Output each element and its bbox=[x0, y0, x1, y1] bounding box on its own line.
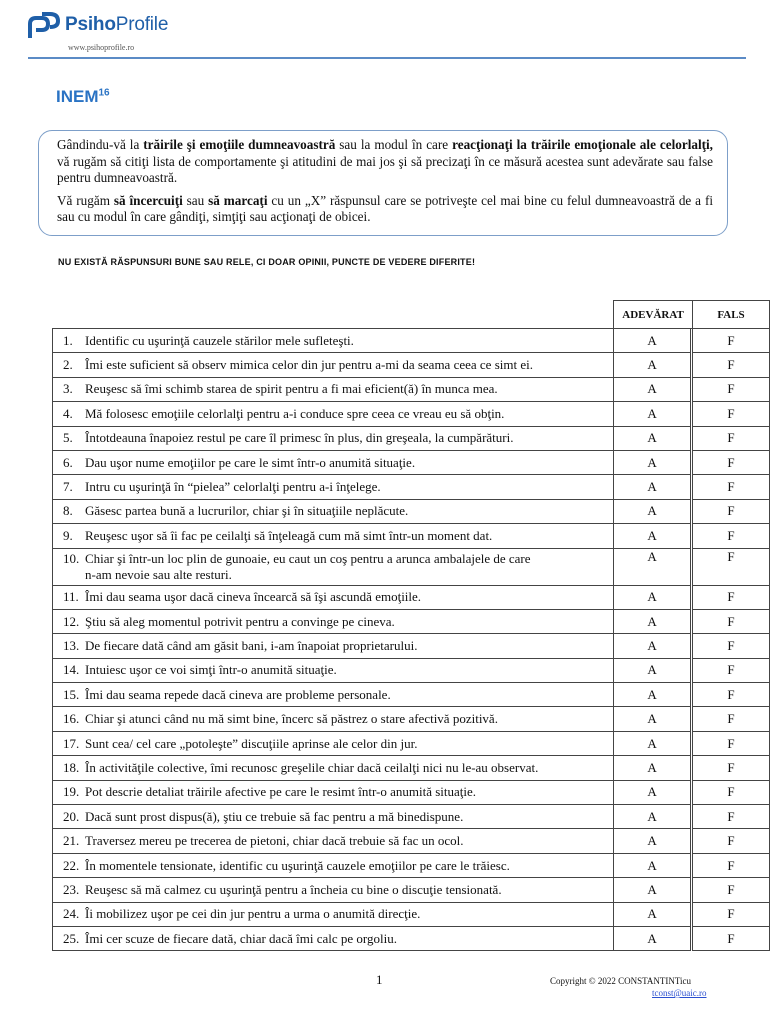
site-url[interactable]: www.psihoprofile.ro bbox=[68, 43, 135, 52]
answer-true-option[interactable]: A bbox=[614, 524, 691, 548]
answer-true-option[interactable]: A bbox=[614, 805, 691, 829]
question-text: 23. Reuşesc să mă calmez cu uşurinţă pentru a încheia cu bine o discuţie tensionată. bbox=[53, 878, 614, 902]
answer-true-option[interactable]: A bbox=[614, 707, 691, 731]
answer-true-option[interactable]: A bbox=[614, 731, 691, 755]
answer-false-option[interactable]: F bbox=[693, 585, 770, 609]
table-row bbox=[53, 780, 770, 804]
table-row bbox=[53, 658, 770, 682]
page-number: 1 bbox=[376, 972, 383, 987]
table-row bbox=[53, 353, 770, 377]
answer-false-option[interactable]: F bbox=[693, 731, 770, 755]
answer-false-option[interactable]: F bbox=[693, 402, 770, 426]
answer-false-option[interactable]: F bbox=[693, 524, 770, 548]
answer-true-option[interactable]: A bbox=[614, 377, 691, 401]
no-right-answers-note: NU EXISTĂ RĂSPUNSURI BUNE SAU RELE, CI DOAR OPINII, PUNCTE DE VEDERE DIFERITE! bbox=[58, 257, 476, 267]
table-row bbox=[53, 426, 770, 450]
question-text: 18. În activităţile colective, îmi recunosc greşelile chiar dacă ceilalţi nici nu le-au observat. bbox=[53, 756, 614, 780]
page-header bbox=[28, 12, 748, 60]
question-text: 3. Reuşesc să îmi schimb starea de spirit pentru a fi mai eficient(ă) în munca mea. bbox=[53, 377, 614, 401]
question-text: 7. Intru cu uşurinţă în “pielea” celorlalţi pentru a-i înţelege. bbox=[53, 475, 614, 499]
answer-false-option[interactable]: F bbox=[693, 377, 770, 401]
answer-false-option[interactable]: F bbox=[693, 658, 770, 682]
answer-true-option[interactable]: A bbox=[614, 780, 691, 804]
table-row bbox=[53, 926, 770, 950]
table-row bbox=[53, 731, 770, 755]
question-text: 22. În momentele tensionate, identific cu uşurinţă cauzele emoţiilor pe care le trăiesc. bbox=[53, 853, 614, 877]
answer-false-option[interactable]: F bbox=[693, 548, 770, 585]
answer-false-option[interactable]: F bbox=[693, 805, 770, 829]
instructions-paragraph-2: Vă rugăm să încercuiţi sau să marcaţi cu un „X” răspunsul care se potriveşte cel mai bine cu felul dumneavoastră de a fi sau cu modul în care gândiţi, simţiţi sau acţionaţi de obicei. bbox=[57, 192, 713, 224]
answer-true-option[interactable]: A bbox=[614, 475, 691, 499]
answer-false-option[interactable]: F bbox=[693, 499, 770, 523]
table-row bbox=[53, 377, 770, 401]
question-text: 24. Îi mobilizez uşor pe cei din jur pentru a urma o anumită direcţie. bbox=[53, 902, 614, 926]
table-row bbox=[53, 524, 770, 548]
answer-true-option[interactable]: A bbox=[614, 402, 691, 426]
answer-false-option[interactable]: F bbox=[693, 707, 770, 731]
table-row bbox=[53, 805, 770, 829]
answer-false-option[interactable]: F bbox=[693, 450, 770, 474]
question-text: 17. Sunt cea/ cel care „potoleşte” discuţiile aprinse ale celor din jur. bbox=[53, 731, 614, 755]
author-email-link[interactable]: tconst@uaic.ro bbox=[652, 988, 707, 998]
question-text: 16. Chiar şi atunci când nu mă simt bine, încerc să păstrez o stare afectivă pozitivă. bbox=[53, 707, 614, 731]
question-text: 9. Reuşesc uşor să îi fac pe ceilalţi să înţeleagă cum mă simt într-un moment dat. bbox=[53, 524, 614, 548]
psihoprofile-logo-icon bbox=[28, 12, 60, 40]
answer-false-option[interactable]: F bbox=[693, 853, 770, 877]
answer-false-option[interactable]: F bbox=[693, 426, 770, 450]
answer-true-option[interactable]: A bbox=[614, 878, 691, 902]
table-row bbox=[53, 329, 770, 353]
table-header-row bbox=[53, 301, 770, 329]
question-text: 5. Întotdeauna înapoiez restul pe care îl primesc în plus, din greşeala, la cumpărături. bbox=[53, 426, 614, 450]
answer-false-option[interactable]: F bbox=[693, 609, 770, 633]
question-text: 19. Pot descrie detaliat trăirile afective pe care le resimt într-o anumită situaţie. bbox=[53, 780, 614, 804]
answer-false-option[interactable]: F bbox=[693, 475, 770, 499]
answer-true-option[interactable]: A bbox=[614, 683, 691, 707]
question-text: 21. Traversez mereu pe trecerea de pietoni, chiar dacă trebuie să fac un ocol. bbox=[53, 829, 614, 853]
answer-true-option[interactable]: A bbox=[614, 658, 691, 682]
question-text: 25. Îmi cer scuze de fiecare dată, chiar dacă îmi calc pe orgoliu. bbox=[53, 926, 614, 950]
answer-true-option[interactable]: A bbox=[614, 548, 691, 585]
answer-false-option[interactable]: F bbox=[693, 878, 770, 902]
table-row bbox=[53, 609, 770, 633]
answer-false-option[interactable]: F bbox=[693, 902, 770, 926]
table-row bbox=[53, 450, 770, 474]
table-row bbox=[53, 683, 770, 707]
answer-false-option[interactable]: F bbox=[693, 634, 770, 658]
answer-true-option[interactable]: A bbox=[614, 756, 691, 780]
question-text: 6. Dau uşor nume emoţiilor pe care le simt într-o anumită situaţie. bbox=[53, 450, 614, 474]
answer-true-option[interactable]: A bbox=[614, 585, 691, 609]
table-row bbox=[53, 402, 770, 426]
question-text: 20. Dacă sunt prost dispus(ă), ştiu ce trebuie să fac pentru a mă binedispune. bbox=[53, 805, 614, 829]
answer-true-option[interactable]: A bbox=[614, 329, 691, 353]
table-row bbox=[53, 853, 770, 877]
answer-false-option[interactable]: F bbox=[693, 683, 770, 707]
instructions-box bbox=[38, 130, 728, 236]
answer-true-option[interactable]: A bbox=[614, 926, 691, 950]
answer-true-option[interactable]: A bbox=[614, 829, 691, 853]
table-row bbox=[53, 707, 770, 731]
answer-true-option[interactable]: A bbox=[614, 499, 691, 523]
answer-true-option[interactable]: A bbox=[614, 426, 691, 450]
question-text: 1. Identific cu uşurinţă cauzele stărilor mele sufleteşti. bbox=[53, 329, 614, 353]
question-text: 8. Găsesc partea bună a lucrurilor, chiar şi în situaţiile neplăcute. bbox=[53, 499, 614, 523]
question-text: 11. Îmi dau seama uşor dacă cineva încearcă să îşi ascundă emoţiile. bbox=[53, 585, 614, 609]
answer-false-option[interactable]: F bbox=[693, 829, 770, 853]
brand-name: PsihoProfile bbox=[65, 14, 169, 35]
question-text: 4. Mă folosesc emoţiile celorlalţi pentru a-i conduce spre ceea ce vreau eu să obţin. bbox=[53, 402, 614, 426]
answer-false-option[interactable]: F bbox=[693, 329, 770, 353]
column-header-false: FALS bbox=[693, 301, 770, 329]
table-row bbox=[53, 634, 770, 658]
header-divider bbox=[28, 57, 746, 59]
page-title: INEM$^{16}$ bbox=[56, 87, 110, 106]
question-text: 2. Îmi este suficient să observ mimica celor din jur pentru a-mi da seama ceea ce simt ei. bbox=[53, 353, 614, 377]
table-row bbox=[53, 902, 770, 926]
table-row bbox=[53, 585, 770, 609]
answer-true-option[interactable]: A bbox=[614, 634, 691, 658]
answer-false-option[interactable]: F bbox=[693, 756, 770, 780]
table-row bbox=[53, 499, 770, 523]
answer-false-option[interactable]: F bbox=[693, 780, 770, 804]
table-row bbox=[53, 548, 770, 585]
instructions-paragraph-1: Gândindu-vă la trăirile şi emoţiile dumneavoastră sau la modul în care reacţionaţi la trăirile emoţionale ale celorlalţi, vă rugăm să citiţi lista de comportamente şi atitudini de mai jos şi să precizaţi în ce măsură acestea sunt adevărate sau false pentru dumneavoastră. bbox=[57, 137, 713, 185]
question-text: 15. Îmi dau seama repede dacă cineva are probleme personale. bbox=[53, 683, 614, 707]
table-row bbox=[53, 878, 770, 902]
table-row bbox=[53, 829, 770, 853]
question-text: 12. Ştiu să aleg momentul potrivit pentru a convinge pe cineva. bbox=[53, 609, 614, 633]
answer-false-option[interactable]: F bbox=[693, 353, 770, 377]
copyright-notice: Copyright © 2022 CONSTANTINTicu bbox=[550, 976, 692, 986]
answer-true-option[interactable]: A bbox=[614, 353, 691, 377]
answer-false-option[interactable]: F bbox=[693, 926, 770, 950]
table-row bbox=[53, 756, 770, 780]
column-header-true: ADEVĂRAT bbox=[614, 301, 693, 329]
question-text: 13. De fiecare dată când am găsit bani, i-am înapoiat proprietarului. bbox=[53, 634, 614, 658]
table-row bbox=[53, 475, 770, 499]
answer-true-option[interactable]: A bbox=[614, 450, 691, 474]
answer-true-option[interactable]: A bbox=[614, 853, 691, 877]
answer-true-option[interactable]: A bbox=[614, 609, 691, 633]
question-text: 10. Chiar şi într-un loc plin de gunoaie, eu caut un coş pentru a arunca ambalajele de care n-am nevoie sau alte resturi. bbox=[53, 548, 614, 585]
questionnaire-table bbox=[52, 300, 770, 951]
answer-true-option[interactable]: A bbox=[614, 902, 691, 926]
question-text: 14. Intuiesc uşor ce voi simţi într-o anumită situaţie. bbox=[53, 658, 614, 682]
